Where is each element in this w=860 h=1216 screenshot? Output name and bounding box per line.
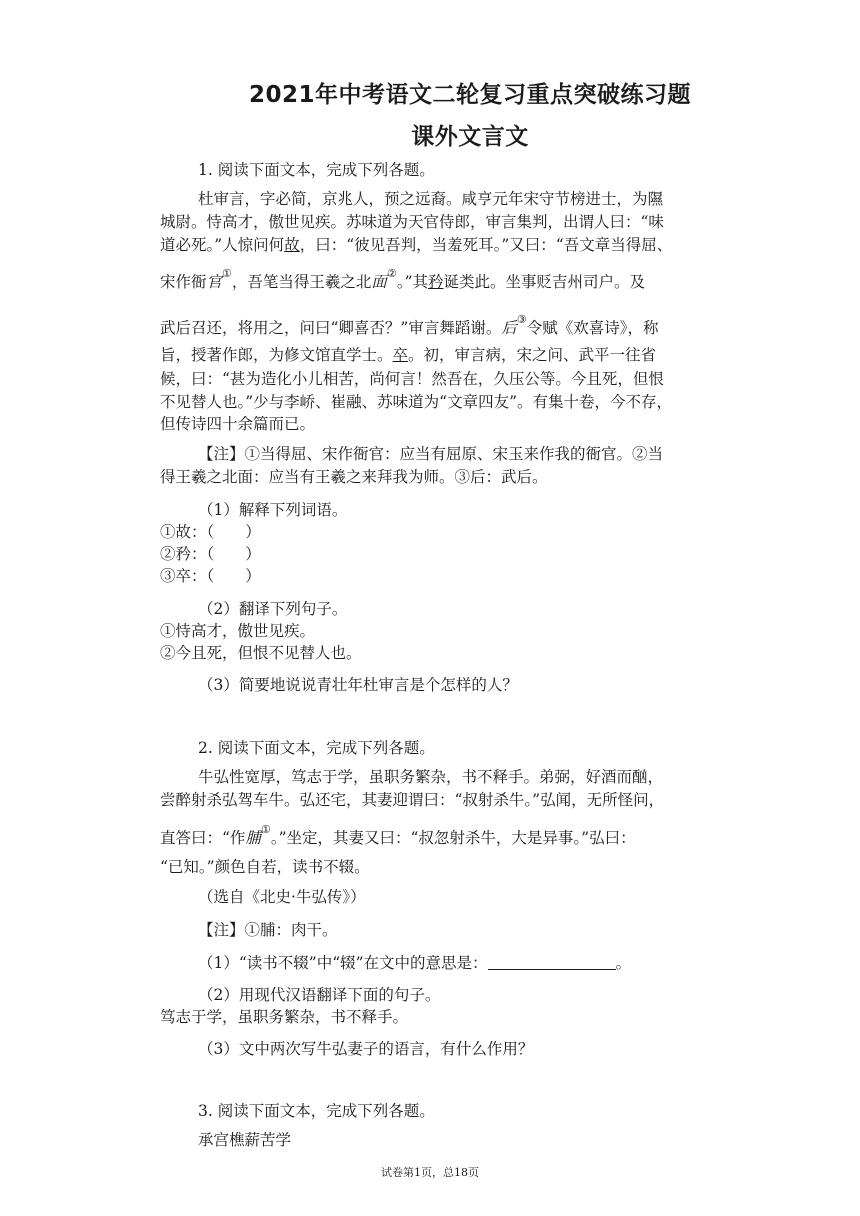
text-span: 旨，授著作郎，为修文馆直学士。 xyxy=(160,346,393,364)
text-span: （1）“读书不辍”中“辍”在文中的意思是： xyxy=(198,954,488,972)
document-subtitle: 课外文言文 xyxy=(411,124,529,150)
q1-word-item: ③卒：（ ） xyxy=(160,567,261,585)
underlined-word: 卒 xyxy=(392,346,409,364)
underlined-word: 故 xyxy=(284,236,300,254)
q2-sentence-item: 笃志于学，虽职务繁杂，书不释手。 xyxy=(160,1008,409,1026)
q1-passage-line xyxy=(160,313,659,340)
q2-passage-line: 尝醉射杀弘驾车牛。弘还宅，其妻迎谓曰：“叔射杀牛。”弘闻，无所怪问， xyxy=(160,791,665,809)
q1-note-line: 得王羲之北面：应当有王羲之来拜我为师。③后：武后。 xyxy=(160,468,548,486)
q1-sentence-item: ②今且死，但恨不见替人也。 xyxy=(160,644,362,662)
q2-source: （选自《北史·牛弘传》） xyxy=(198,888,366,906)
underlined-word: 矜 xyxy=(428,273,444,291)
q1-subquestion-1: （1）解释下列词语。 xyxy=(198,501,348,519)
q1-passage-line xyxy=(160,267,646,294)
footnote-marker: ① xyxy=(260,823,271,836)
q1-passage-line xyxy=(160,235,672,255)
annotated-word: 脯 xyxy=(245,829,261,847)
q2-heading: 2. 阅读下面文本，完成下列各题。 xyxy=(198,739,435,757)
text-span: 宋作衙 xyxy=(160,273,207,291)
page-footer: 试卷第1页，总18页 xyxy=(381,1166,479,1179)
annotated-word: 后 xyxy=(501,319,517,337)
footnote-marker: ① xyxy=(222,267,232,280)
q2-passage-line: “已知。”颜色自若，读书不辍。 xyxy=(160,858,370,876)
text-span: 武后召还，将用之，问曰“卿喜否？”审言舞蹈谢。 xyxy=(160,319,502,337)
text-span: 令赋《欢喜诗》，称 xyxy=(526,319,659,337)
q2-subquestion-1 xyxy=(198,953,631,973)
text-span: 。初，审言病，宋之问、武平一往省 xyxy=(408,346,657,364)
q1-passage-line: 候，曰：“甚为造化小儿相苦，尚何言！然吾在，久压公等。今且死，但恨 xyxy=(160,370,664,388)
q1-passage-line: 杜审言，字必简，京兆人，预之远裔。咸亨元年宋守节榜进士，为隰 xyxy=(198,190,664,208)
q2-passage-line xyxy=(160,823,636,850)
text-span: 直答曰：“作 xyxy=(160,829,246,847)
document-title: 2021年中考语文二轮复习重点突破练习题 xyxy=(248,82,691,108)
q2-subquestion-2: （2）用现代汉语翻译下面的句子。 xyxy=(198,986,441,1004)
text-span: 。”其 xyxy=(396,273,428,291)
q1-passage-line xyxy=(160,345,656,365)
q1-passage-line: 城尉。恃高才，傲世见疾。苏味道为天官侍郎，审言集判，出谓人曰：“味 xyxy=(160,213,664,231)
text-span: ，曰：“彼见吾判，当羞死耳。”又曰：“吾文章当得屈、 xyxy=(299,236,673,254)
q1-note-line: 【注】①当得屈、宋作衙官：应当有屈原、宋玉来作我的衙官。②当 xyxy=(198,445,664,463)
q2-note: 【注】①脯：肉干。 xyxy=(198,921,338,939)
q2-subquestion-3: （3）文中两次写牛弘妻子的语言，有什么作用？ xyxy=(198,1040,534,1058)
q3-heading: 3. 阅读下面文本，完成下列各题。 xyxy=(198,1102,435,1120)
text-span: 。”坐定，其妻又曰：“叔忽射杀牛，大是异事。”弘曰： xyxy=(270,829,636,847)
q2-passage-line: 牛弘性宽厚，笃志于学，虽职务繁杂，书不释手。弟弼，好酒而酗， xyxy=(198,768,664,786)
answer-blank[interactable] xyxy=(488,955,616,970)
annotated-word: 面 xyxy=(371,273,387,291)
q3-passage-title: 承宫樵薪苦学 xyxy=(198,1131,292,1149)
footnote-marker: ③ xyxy=(516,313,527,326)
q1-passage-line: 但传诗四十余篇而已。 xyxy=(160,415,316,433)
q1-sentence-item: ①恃高才，傲世见疾。 xyxy=(160,622,316,640)
q1-word-item: ②矜：（ ） xyxy=(160,545,261,563)
text-span: 。 xyxy=(615,954,632,972)
text-span: ，吾笔当得王羲之北 xyxy=(231,273,372,291)
q1-subquestion-2: （2）翻译下列句子。 xyxy=(198,600,348,618)
annotated-word: 官 xyxy=(206,273,223,291)
q1-passage-line: 不见替人也。”少与李峤、崔融、苏味道为“文章四友”。有集十卷，今不存， xyxy=(160,393,673,411)
footnote-marker: ② xyxy=(386,267,397,280)
q1-heading: 1. 阅读下面文本，完成下列各题。 xyxy=(198,161,435,179)
text-span: 诞类此。坐事贬吉州司户。及 xyxy=(443,273,646,291)
q1-word-item: ①故：（ ） xyxy=(160,523,261,541)
q1-subquestion-3: （3）简要地说说青壮年杜审言是个怎样的人？ xyxy=(198,676,518,694)
text-span: 道必死。”人惊问何 xyxy=(160,236,285,254)
